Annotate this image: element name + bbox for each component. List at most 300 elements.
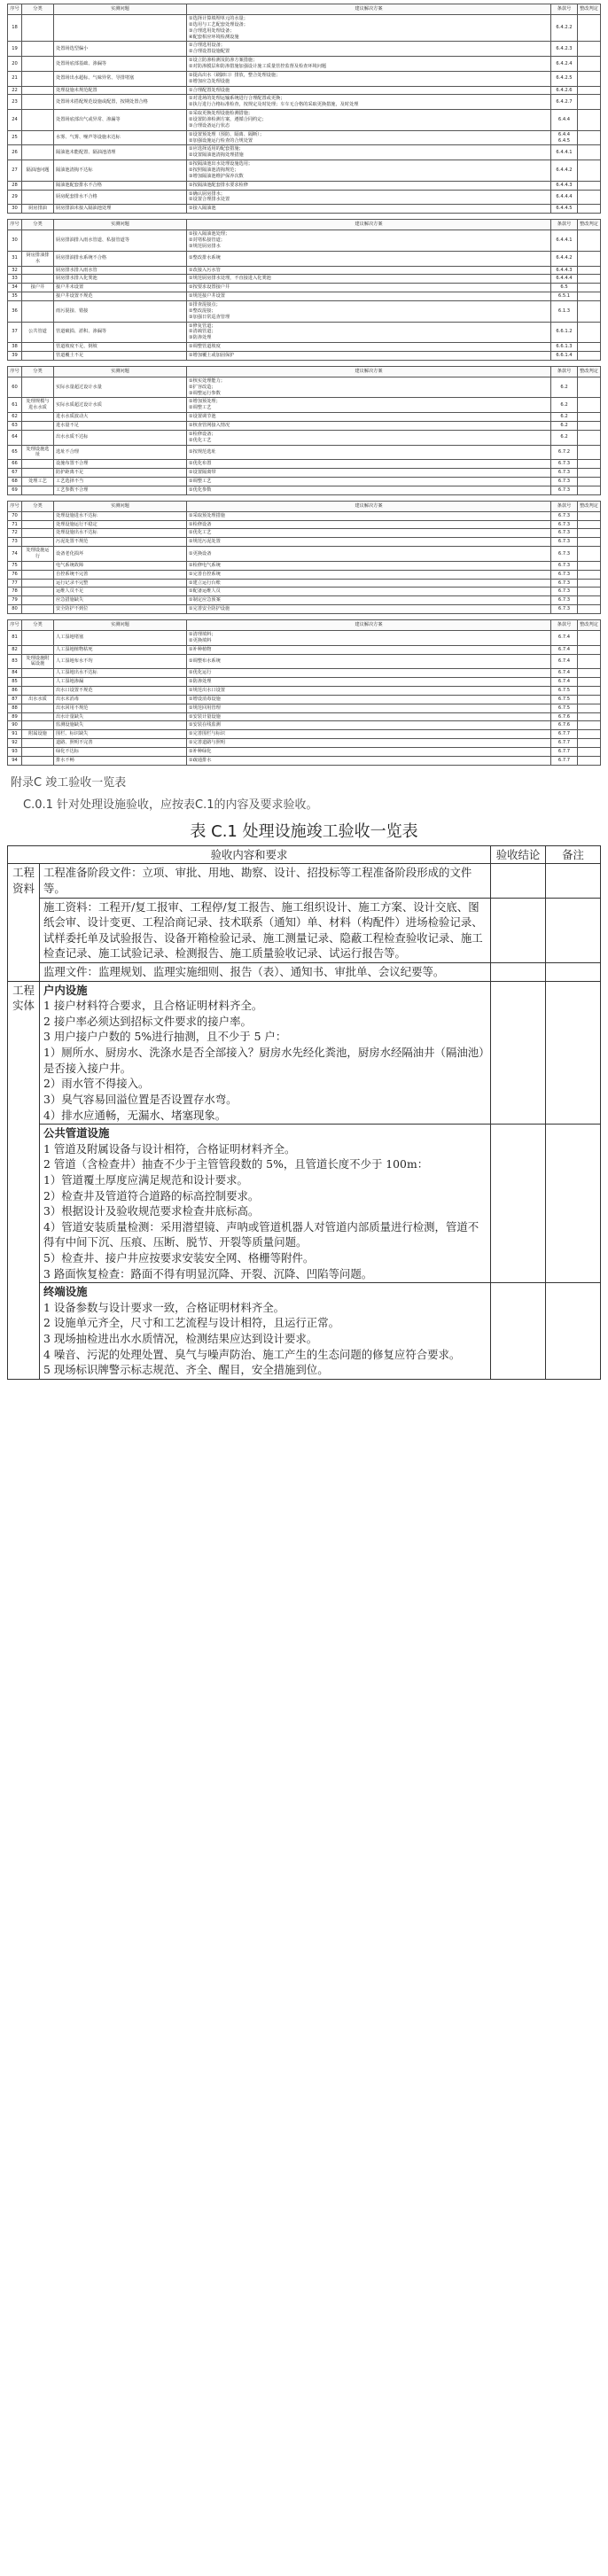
checklist-row [8,529,601,538]
checklist-cell-issue: 处理设施进水不达标 [54,511,187,520]
checklist-cell-no: 80 [8,605,22,614]
acceptance-line: 3 用户接户户数的 5%进行抽测，且不少于 5 户： [43,1030,287,1044]
checklist-cell-issue: 进水量不足 [54,421,187,430]
checklist-cell-judgement [578,460,601,469]
checklist-cell-cat [22,460,54,469]
acceptance-conclusion [491,1125,546,1283]
checklist-cell-clause: 6.7.4 [551,631,578,646]
checklist-header-cell: 序号 [8,4,22,15]
checklist-cell-judgement [578,421,601,430]
acceptance-remark [546,981,601,1124]
checklist-cell-judgement [578,588,601,596]
checklist-cell-issue: 人工湿地植物枯死 [54,645,187,654]
checklist-cell-issue: 厨房配套排水不合格 [54,190,187,205]
checklist-row [8,266,601,275]
checklist-row [8,704,601,712]
checklist-cell-no: 34 [8,284,22,292]
checklist-cell-rec: ①完善自控系统 [187,570,551,579]
checklist-cell-clause: 6.2 [551,377,578,398]
checklist-cell-judgement [578,561,601,570]
checklist-cell-issue: 应急措施缺失 [54,596,187,605]
header-conclusion: 验收结论 [491,845,546,864]
checklist-cell-issue: 道路、照明不完善 [54,739,187,748]
checklist-cell-cat [22,292,54,301]
checklist-cell-judgement [578,71,601,86]
acceptance-line: 施工资料：工程开/复工报审、工程停/复工报告、施工组织设计、施工方案、设计交底、图纸会审、设计变更、工程洽商记录、技术联系（通知）单、材料（构配件）进场检验记录、试样委托单及试验报告、设备开箱检验记录、施工测量记录、隐蔽工程检查验收记录、施工检查记录、施工试验记录、检测报告、施工质量验收记录、试运行报告等。 [43,899,483,961]
checklist-cell-cat [22,71,54,86]
checklist-cell-judgement [578,687,601,696]
acceptance-line: 1 接户材料符合要求，且合格证明材料齐全。 [43,999,263,1013]
checklist-cell-cat [22,190,54,205]
checklist-cell-cat: 处理规模与进水水质 [22,398,54,413]
checklist-cell-clause: 6.7.3 [551,538,578,547]
checklist-header-cell: 实测问题 [54,366,187,377]
checklist-row [8,322,601,343]
checklist-table-section1 [7,4,601,214]
checklist-cell-cat: 处理设施运行 [22,547,54,562]
checklist-cell-no: 37 [8,322,22,343]
checklist-cell-cat [22,511,54,520]
checklist-cell-rec: ①按规范选址 [187,445,551,460]
checklist-row [8,460,601,469]
checklist-cell-issue: 设施布置不合理 [54,460,187,469]
checklist-row [8,275,601,284]
checklist-cell-no: 38 [8,343,22,352]
acceptance-line: 1）厕所水、厨房水、洗涤水是否全部接入？厨房水先经化粪池，厨房水经隔油井（隔油池）是否接入接户井。 [43,1046,485,1075]
checklist-cell-rec: ①调整工艺 [187,477,551,486]
checklist-cell-issue: 设备老化损坏 [54,547,187,562]
checklist-cell-judgement [578,343,601,352]
checklist-cell-no: 88 [8,704,22,712]
checklist-row [8,377,601,398]
acceptance-line: 3 路面恢复检查：路面不得有明显沉降、开裂、沉降、凹陷等问题。 [43,1266,373,1280]
checklist-cell-issue: 处理设施运行不稳定 [54,520,187,529]
checklist-cell-rec: ①检修电气系统 [187,561,551,570]
checklist-cell-cat [22,95,54,110]
checklist-cell-clause: 6.4.2.7 [551,95,578,110]
checklist-cell-rec: ①设置调节池 [187,413,551,422]
checklist-cell-issue: 处置场底部基础、渗漏等 [54,57,187,72]
checklist-cell-clause: 6.7.7 [551,739,578,748]
checklist-row [8,669,601,678]
checklist-cell-issue: 管道坡度不足、倒坡 [54,343,187,352]
checklist-cell-cat [22,230,54,252]
checklist-cell-judgement [578,351,601,360]
checklist-cell-no: 30 [8,205,22,214]
checklist-cell-no: 79 [8,596,22,605]
checklist-cell-no: 29 [8,190,22,205]
checklist-cell-rec: ①合理配置处理设施 [187,86,551,95]
checklist-cell-clause: 6.6.1.2 [551,322,578,343]
checklist-cell-clause: 6.7.4 [551,654,578,669]
checklist-cell-clause: 6.7.7 [551,756,578,765]
checklist-cell-no: 23 [8,95,22,110]
checklist-row [8,547,601,562]
page [7,0,601,1380]
acceptance-line: 4 噪音、污泥的处理处置、臭气与噪声防治、施工产生的生态问题的修复应符合要求。 [43,1347,461,1361]
header-content: 验收内容和要求 [8,845,491,864]
appendix-heading: 附录C 竣工验收一览表 [11,775,127,790]
checklist-cell-no: 65 [8,445,22,460]
acceptance-subheading: 公共管道设施 [43,1126,110,1140]
checklist-cell-judgement [578,712,601,721]
checklist-header-cell: 分类 [22,620,54,631]
checklist-cell-no: 91 [8,730,22,739]
checklist-cell-clause: 6.7.3 [551,529,578,538]
acceptance-conclusion [491,864,546,898]
acceptance-remark [546,864,601,898]
checklist-cell-issue: 监测设施缺失 [54,721,187,730]
checklist-row [8,579,601,588]
checklist-row [8,145,601,160]
checklist-row [8,190,601,205]
checklist-cell-cat: 厨房排油 [22,205,54,214]
checklist-cell-rec: ①改接入污水管 [187,266,551,275]
checklist-cell-cat: 接户井 [22,284,54,292]
acceptance-line: 3 现场抽检进出水水质情况，检测结果应达到设计要求。 [43,1332,318,1346]
appendix-note: C.0.1 针对处理设施验收，应按表C.1的内容及要求验收。 [23,798,318,812]
checklist-row [8,398,601,413]
checklist-cell-issue: 隔油池配套排水不合格 [54,181,187,190]
checklist-header-cell: 实测问题 [54,220,187,230]
checklist-cell-clause: 6.4.2.3 [551,42,578,57]
acceptance-content [40,963,491,982]
checklist-cell-clause: 6.4.4.3 [551,181,578,190]
checklist-cell-clause: 6.7.3 [551,547,578,562]
checklist-cell-issue: 处置场底部出气或异常、渗漏等 [54,110,187,131]
checklist-cell-judgement [578,739,601,748]
checklist-header-cell: 建议解决方案 [187,4,551,15]
acceptance-line: 监理文件：监理规划、监理实施细则、报告（表）、通知书、审批单、会议纪要等。 [43,965,445,979]
checklist-cell-no: 87 [8,695,22,704]
checklist-cell-rec: ①设立防渗检测及防渗方案措施； ②对防渗膜层和防渗措施加强设计施工质量管控监督及检查环境问题 [187,57,551,72]
checklist-row [8,588,601,596]
checklist-cell-rec: ①修复管道； ②清疏管道； ③防渗处理 [187,322,551,343]
checklist-cell-clause: 6.7.4 [551,645,578,654]
checklist-cell-rec: ①防渗处理 [187,678,551,687]
acceptance-category: 工程 实体 [8,981,40,1379]
checklist-cell-clause: 6.4.2.4 [551,57,578,72]
checklist-header-cell: 整改判定 [578,220,601,230]
checklist-cell-rec: ①确认厨房排水； ②设置合理排水处置 [187,190,551,205]
checklist-cell-judgement [578,721,601,730]
checklist-cell-judgement [578,284,601,292]
checklist-header-cell: 建议解决方案 [187,220,551,230]
acceptance-line: 1）管道覆土厚度应满足规范和设计要求。 [43,1172,248,1187]
checklist-cell-no: 18 [8,15,22,42]
checklist-cell-clause: 6.7.4 [551,669,578,678]
checklist-cell-clause: 6.4.2.5 [551,71,578,86]
checklist-cell-cat: 附属设施 [22,730,54,739]
checklist-row [8,445,601,460]
acceptance-remark [546,963,601,982]
checklist-cell-rec: ①合理选用设备； ②合理设置设施配置 [187,42,551,57]
checklist-cell-judgement [578,398,601,413]
checklist-cell-rec: ①安装在线监测 [187,721,551,730]
checklist-cell-no: 93 [8,748,22,757]
checklist-cell-no: 32 [8,266,22,275]
checklist-cell-rec: ①优化工艺 [187,529,551,538]
checklist-cell-no: 64 [8,430,22,445]
checklist-cell-no: 90 [8,721,22,730]
acceptance-row [8,1125,601,1283]
checklist-cell-no: 63 [8,421,22,430]
checklist-cell-issue: 排水不畅 [54,756,187,765]
checklist-cell-rec: ①规范厨房排水处理，不直接进入化粪池 [187,275,551,284]
checklist-row [8,645,601,654]
checklist-row [8,477,601,486]
checklist-row [8,596,601,605]
checklist-row [8,251,601,266]
checklist-cell-judgement [578,322,601,343]
checklist-cell-cat [22,561,54,570]
checklist-cell-judgement [578,292,601,301]
checklist-cell-judgement [578,538,601,547]
checklist-cell-issue: 围栏、标识缺失 [54,730,187,739]
checklist-cell-cat [22,300,54,322]
checklist-cell-issue: 防护距离不足 [54,469,187,478]
checklist-cell-no: 26 [8,145,22,160]
checklist-cell-no: 66 [8,460,22,469]
checklist-cell-judgement [578,181,601,190]
checklist-cell-no: 94 [8,756,22,765]
checklist-cell-clause: 6.7.5 [551,695,578,704]
checklist-cell-judgement [578,756,601,765]
checklist-header-cell: 序号 [8,220,22,230]
checklist-cell-clause: 6.4.4.1 [551,145,578,160]
checklist-cell-rec: ①检修设备 [187,520,551,529]
checklist-cell-cat [22,42,54,57]
checklist-row [8,300,601,322]
acceptance-line: 5）检查井、接户井应按要求安装安全网、格栅等附件。 [43,1251,315,1265]
checklist-cell-no: 39 [8,351,22,360]
checklist-cell-cat [22,15,54,42]
checklist-cell-rec: ①建立运行台账 [187,579,551,588]
checklist-cell-rec: ①设置隔离带 [187,469,551,478]
checklist-cell-clause: 6.7.7 [551,730,578,739]
checklist-cell-issue: 隔油池清掏不达标 [54,160,187,182]
checklist-cell-judgement [578,275,601,284]
checklist-cell-no: 82 [8,645,22,654]
checklist-cell-rec: ①检修设备； ②优化工艺 [187,430,551,445]
checklist-cell-clause: 6.7.3 [551,570,578,579]
checklist-header-cell: 分类 [22,501,54,511]
checklist-cell-rec: ①整改排水系统 [187,251,551,266]
checklist-cell-no: 30 [8,230,22,252]
acceptance-content [40,1125,491,1283]
checklist-row [8,561,601,570]
checklist-cell-cat: 处理设施选址 [22,445,54,460]
checklist-row [8,511,601,520]
acceptance-line: 1 设备参数与设计要求一致，合格证明材料齐全。 [43,1300,285,1314]
checklist-cell-rec: ①应选择适用的配套措施； ②设置隔油池清掏处理措施 [187,145,551,160]
checklist-cell-issue: 人工湿地出水不达标 [54,669,187,678]
checklist-header-cell: 分类 [22,4,54,15]
table-c1-title: 表 C.1 处理设施竣工验收一览表 [190,821,418,841]
checklist-cell-judgement [578,469,601,478]
checklist-header-cell: 建议解决方案 [187,501,551,511]
checklist-cell-cat [22,588,54,596]
checklist-cell-no: 78 [8,588,22,596]
checklist-cell-judgement [578,596,601,605]
checklist-cell-rec: ①优化运行 [187,669,551,678]
acceptance-category: 工程 资料 [8,864,40,981]
checklist-row [8,538,601,547]
checklist-cell-no: 76 [8,570,22,579]
checklist-cell-rec: ①完善围栏与标识 [187,730,551,739]
checklist-row [8,351,601,360]
checklist-cell-cat [22,721,54,730]
checklist-header-cell: 条款号 [551,620,578,631]
checklist-row [8,712,601,721]
checklist-cell-cat [22,529,54,538]
checklist-cell-issue [54,15,187,42]
acceptance-conclusion [491,898,546,962]
checklist-row [8,469,601,478]
checklist-cell-issue: 厨房排油排入雨水管道、私接管道等 [54,230,187,252]
checklist-cell-no: 31 [8,251,22,266]
checklist-cell-issue: 厨房排油未接入隔油池处理 [54,205,187,214]
checklist-cell-judgement [578,57,601,72]
checklist-cell-cat [22,421,54,430]
checklist-cell-rec: ①按隔油池配套排水要求检修 [187,181,551,190]
checklist-cell-issue: 接户井设置不规范 [54,292,187,301]
checklist-cell-issue: 出水口设置不规范 [54,687,187,696]
checklist-cell-cat: 处理设施附属设施 [22,654,54,669]
checklist-cell-cat [22,486,54,494]
checklist-cell-cat [22,57,54,72]
acceptance-line: 2）检查井及管道符合道路的标高控制要求。 [43,1188,260,1202]
checklist-cell-judgement [578,695,601,704]
checklist-cell-judgement [578,266,601,275]
checklist-cell-clause: 6.7.5 [551,687,578,696]
checklist-cell-no: 62 [8,413,22,422]
header-remark: 备注 [546,845,601,864]
acceptance-line: 2 接户率必须达到招标文件要求的接户率。 [43,1014,252,1028]
checklist-cell-judgement [578,445,601,460]
checklist-cell-no: 85 [8,678,22,687]
checklist-row [8,413,601,422]
checklist-cell-issue: 人工湿地堵塞 [54,631,187,646]
checklist-header-cell: 整改判定 [578,366,601,377]
checklist-cell-judgement [578,190,601,205]
acceptance-subheading: 户内设施 [43,983,88,997]
checklist-cell-cat [22,538,54,547]
checklist-cell-cat [22,739,54,748]
checklist-cell-rec: ①核实处理能力； ②扩容改造； ③调整运行参数 [187,377,551,398]
checklist-cell-issue: 厨房排水排入化粪池 [54,275,187,284]
checklist-cell-judgement [578,570,601,579]
checklist-cell-judgement [578,678,601,687]
checklist-header-cell: 实测问题 [54,501,187,511]
checklist-cell-cat [22,86,54,95]
checklist-cell-cat [22,469,54,478]
checklist-cell-no: 70 [8,511,22,520]
checklist-cell-issue: 污泥处置不规范 [54,538,187,547]
checklist-cell-judgement [578,145,601,160]
checklist-cell-rec: ①选择计算填埋单元的水量； ②选用与工艺配套处理设备； ③合理选用处理设备； ④配套相应环境检测设施 [187,15,551,42]
checklist-row [8,748,601,757]
checklist-cell-cat: 厨房排油排水 [22,251,54,266]
checklist-cell-issue: 处置场未搭配规范设施或配置，按期处置合格 [54,95,187,110]
checklist-cell-judgement [578,605,601,614]
checklist-row [8,15,601,42]
acceptance-line: 4）排水应通畅，无漏水、堵塞现象。 [43,1108,227,1122]
checklist-cell-cat [22,343,54,352]
checklist-cell-no: 60 [8,377,22,398]
acceptance-content [40,1283,491,1380]
acceptance-body [8,864,601,1380]
checklist-header-cell: 整改判定 [578,4,601,15]
checklist-row [8,95,601,110]
acceptance-line: 工程准备阶段文件：立项、审批、用地、勘察、设计、招投标等工程准备阶段形成的文件等。 [43,866,472,895]
checklist-cell-issue: 处置场出水超标、气味异常、导排堵塞 [54,71,187,86]
checklist-cell-cat [22,520,54,529]
acceptance-line: 3）臭气容易回溢位置是否设置存水弯。 [43,1092,238,1106]
checklist-header-cell: 分类 [22,220,54,230]
checklist-row [8,739,601,748]
checklist-cell-issue: 出水回用不规范 [54,704,187,712]
checklist-cell-clause: 6.4.4.1 [551,230,578,252]
checklist-cell-cat [22,377,54,398]
checklist-row [8,570,601,579]
checklist-cell-cat [22,570,54,579]
checklist-cell-cat: 出水水质 [22,695,54,704]
acceptance-row [8,1283,601,1380]
acceptance-header-row [8,845,601,864]
checklist-cell-clause: 6.1.3 [551,300,578,322]
checklist-table-section5 [7,619,601,766]
checklist-cell-rec: ①采取更换处理设施检测措施； ②设置防渗检测方案，遵循合同约定； ③合理设备运行状态 [187,110,551,131]
checklist-cell-cat [22,145,54,160]
checklist-cell-cat [22,110,54,131]
checklist-cell-cat [22,413,54,422]
checklist-cell-issue: 出水未消毒 [54,695,187,704]
checklist-cell-rec: ①完善道路与照明 [187,739,551,748]
checklist-cell-rec: ①调整管道坡度 [187,343,551,352]
checklist-row [8,605,601,614]
checklist-cell-clause: 6.7.3 [551,588,578,596]
checklist-row [8,230,601,252]
checklist-cell-clause: 6.7.3 [551,561,578,570]
checklist-cell-no: 21 [8,71,22,86]
checklist-cell-judgement [578,579,601,588]
checklist-header-cell: 实测问题 [54,4,187,15]
checklist-cell-issue: 厨房排油排水系统不合格 [54,251,187,266]
checklist-cell-no: 74 [8,547,22,562]
checklist-table-section2 [7,219,601,361]
checklist-cell-issue: 接户井未设置 [54,284,187,292]
checklist-cell-clause: 6.7.7 [551,748,578,757]
checklist-cell-issue: 绿化不达标 [54,748,187,757]
checklist-cell-judgement [578,748,601,757]
checklist-row [8,292,601,301]
checklist-cell-cat [22,756,54,765]
checklist-row [8,71,601,86]
checklist-cell-issue: 实际水量超过设计水量 [54,377,187,398]
checklist-header-row [8,366,601,377]
acceptance-line: 1 管道及附属设备与设计相符，合格证明材料齐全。 [43,1141,296,1156]
checklist-cell-rec: ①增设消毒设施 [187,695,551,704]
checklist-cell-judgement [578,669,601,678]
checklist-cell-issue: 进水水质波动大 [54,413,187,422]
checklist-cell-no: 28 [8,181,22,190]
checklist-cell-rec: ①采取预处理措施 [187,511,551,520]
checklist-cell-rec: ①安装计量设施 [187,712,551,721]
checklist-cell-judgement [578,704,601,712]
checklist-cell-rec: ①设置预处理（预防、隔离、隔断）； ②加强设施运行检查的合规处置 [187,130,551,145]
checklist-cell-rec: ①补种植物 [187,645,551,654]
